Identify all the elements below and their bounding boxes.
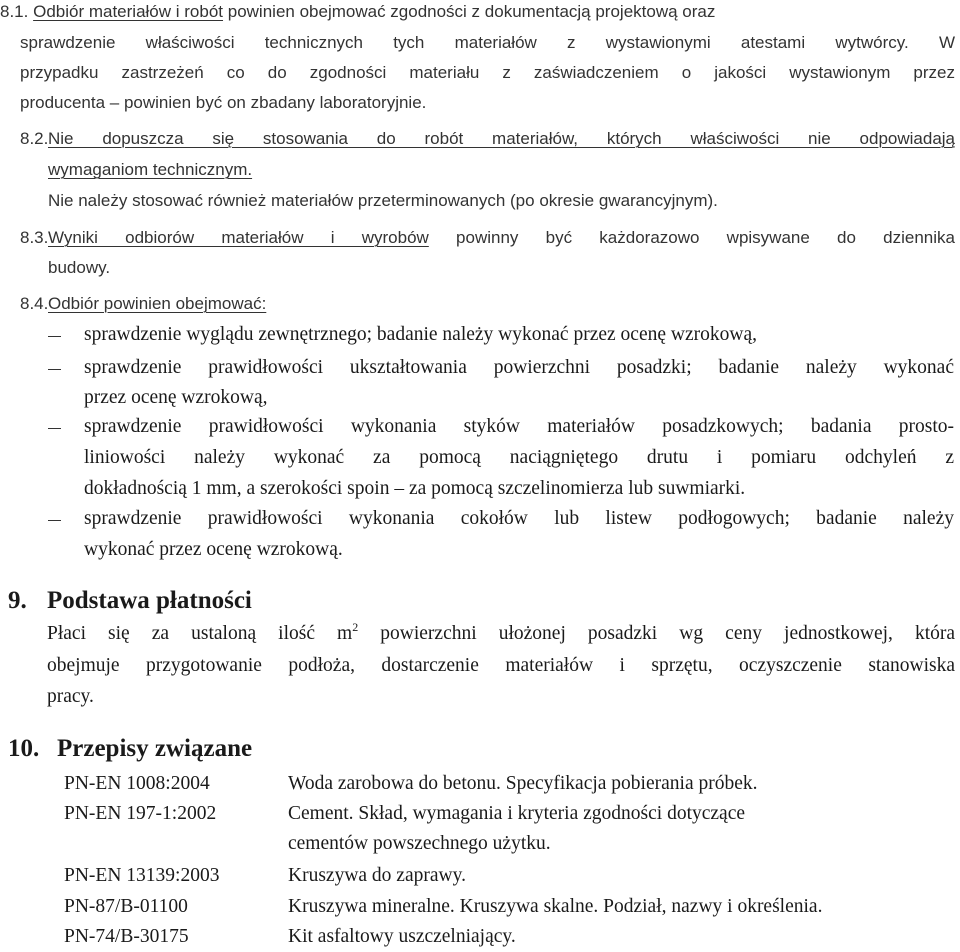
list-dash xyxy=(48,520,61,521)
standard-code: PN-87/B-01100 xyxy=(64,896,188,917)
list-item-4-line-1: sprawdzenie prawidłowości wykonania cokołów lub listew podłogowych; badanie należy xyxy=(84,508,954,529)
underlined-phrase: Odbiór materiałów i robót xyxy=(33,2,224,21)
text-span: powierzchni ułożonej posadzki wg ceny jednostkowej, która xyxy=(380,623,956,644)
section-10-number: 10. xyxy=(8,735,40,762)
list-item-1-line-1: sprawdzenie wyglądu zewnętrznego; badanie należy wykonać przez ocenę wzrokową, xyxy=(84,324,757,345)
section-9-title: Podstawa płatności xyxy=(47,587,252,614)
section-8-1-line-3: przypadku zastrzeżeń co do zgodności materiału z zaświadczeniem o jakości wystawionym przez xyxy=(20,63,955,82)
section-8-3-line-2: budowy. xyxy=(48,258,111,277)
standard-description: Woda zarobowa do betonu. Specyfikacja pobierania próbek. xyxy=(288,773,758,794)
section-10-title: Przepisy związane xyxy=(57,735,253,762)
list-item-3-line-3: dokładnością 1 mm, a szerokości spoin – za pomocą szczelinomierza lub suwmiarki. xyxy=(84,478,746,499)
standard-code: PN-EN 13139:2003 xyxy=(64,865,220,886)
list-dash xyxy=(48,336,61,337)
list-dash xyxy=(48,428,61,429)
section-8-1-line-4: producenta – powinien być on zbadany laboratoryjnie. xyxy=(20,93,427,112)
list-item-4-line-2: wykonać przez ocenę wzrokową. xyxy=(84,539,343,560)
section-8-4-number: 8.4. xyxy=(20,294,49,313)
section-number: 8.1. xyxy=(0,2,29,21)
section-8-3-line-1 xyxy=(48,226,955,250)
standard-code: PN-74/B-30175 xyxy=(64,926,189,947)
standard-description: Kit asfaltowy uszczelniający. xyxy=(288,926,516,947)
section-8-2-line-3: Nie należy stosować również materiałów przeterminowanych (po okresie gwarancyjnym). xyxy=(48,191,718,210)
section-8-2-line-1: Nie dopuszcza się stosowania do robót materiałów, których właściwości nie odpowiadają xyxy=(48,129,955,148)
section-8-3-number: 8.3. xyxy=(20,228,49,247)
standard-code: PN-EN 197-1:2002 xyxy=(64,803,217,824)
section-9-number: 9. xyxy=(8,587,27,614)
underlined-phrase: Wyniki odbiorów materiałów i wyrobów xyxy=(48,228,429,247)
list-item-3-line-1: sprawdzenie prawidłowości wykonania styków materiałów posadzkowych; badania prosto- xyxy=(84,416,954,437)
list-item-2-line-1: sprawdzenie prawidłowości ukształtowania powierzchni posadzki; badanie należy wykonać xyxy=(84,357,954,378)
list-item-2-line-2: przez ocenę wzrokową, xyxy=(84,387,268,408)
text-span: Płaci się za ustaloną ilość m xyxy=(47,623,353,644)
standard-code: PN-EN 1008:2004 xyxy=(64,773,210,794)
standard-description: Kruszywa do zaprawy. xyxy=(288,865,466,886)
list-item-3-line-2: liniowości należy wykonać za pomocą naciągniętego drutu i pomiaru odchyleń z xyxy=(84,447,954,468)
section-8-2-line-2: wymaganiom technicznym. xyxy=(48,160,253,179)
standard-description: Kruszywa mineralne. Kruszywa skalne. Podział, nazwy i określenia. xyxy=(288,896,823,917)
superscript: 2 xyxy=(352,620,359,634)
text-span: powinny być każdorazowo wpisywane do dziennika xyxy=(456,228,955,247)
section-9-line-2: obejmuje przygotowanie podłoża, dostarczenie materiałów i sprzętu, oczyszczenie stanowiska xyxy=(47,655,955,676)
section-8-2-number: 8.2. xyxy=(20,129,49,148)
list-dash xyxy=(48,369,61,370)
standard-description: Cement. Skład, wymagania i kryteria zgodności dotyczące xyxy=(288,803,746,824)
section-8-1-line-1 xyxy=(0,0,960,24)
standard-description: cementów powszechnego użytku. xyxy=(288,833,551,854)
section-8-1-line-2: sprawdzenie właściwości technicznych tych materiałów z wystawionymi atestami wytwórcy. W xyxy=(20,33,955,52)
section-9-line-1 xyxy=(47,622,955,646)
text-span: powinien obejmować zgodności z dokumentacją projektową oraz xyxy=(227,2,716,21)
section-8-4-title: Odbiór powinien obejmować: xyxy=(48,294,267,313)
section-9-line-3: pracy. xyxy=(47,686,94,707)
